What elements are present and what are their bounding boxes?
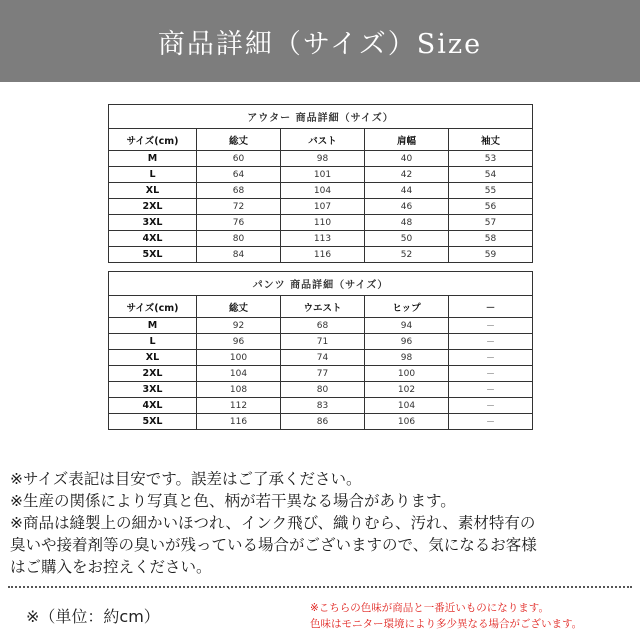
value-cell: 46: [365, 199, 449, 215]
note-line: はご購入をお控えください。: [10, 558, 212, 576]
value-cell: －: [449, 366, 533, 382]
disclaimer-line: ※こちらの色味が商品と一番近いものになります。: [310, 602, 549, 614]
value-cell: 60: [197, 151, 281, 167]
size-label-cell: XL: [109, 350, 197, 366]
value-cell: 100: [197, 350, 281, 366]
value-cell: 40: [365, 151, 449, 167]
value-cell: 74: [281, 350, 365, 366]
table-row: [109, 334, 533, 350]
size-label-cell: L: [109, 334, 197, 350]
table-row: [109, 167, 533, 183]
size-label-cell: 5XL: [109, 247, 197, 263]
header-cell: サイズ(cm): [109, 129, 197, 151]
header-cell: ヒップ: [365, 296, 449, 318]
table-row: [109, 247, 533, 263]
value-cell: 113: [281, 231, 365, 247]
table-row: [109, 215, 533, 231]
value-cell: 71: [281, 334, 365, 350]
size-label-cell: 4XL: [109, 398, 197, 414]
value-cell: 96: [197, 334, 281, 350]
value-cell: 58: [449, 231, 533, 247]
header-cell: 総丈: [197, 296, 281, 318]
value-cell: 50: [365, 231, 449, 247]
header-cell: サイズ(cm): [109, 296, 197, 318]
value-cell: 56: [449, 199, 533, 215]
value-cell: 83: [281, 398, 365, 414]
value-cell: 76: [197, 215, 281, 231]
size-label-cell: 5XL: [109, 414, 197, 430]
page-title: 商品詳細（サイズ）Size: [157, 28, 483, 60]
value-cell: 94: [365, 318, 449, 334]
header-cell: ウエスト: [281, 296, 365, 318]
value-cell: －: [449, 398, 533, 414]
unit-note: ※（単位：約cm）: [26, 607, 160, 626]
table-row: [109, 350, 533, 366]
table-row: [109, 318, 533, 334]
table-row: [109, 183, 533, 199]
size-label-cell: M: [109, 318, 197, 334]
table-row: [109, 199, 533, 215]
size-tables: [108, 104, 532, 430]
header-cell: 袖丈: [449, 129, 533, 151]
color-disclaimer: [310, 600, 635, 632]
value-cell: 57: [449, 215, 533, 231]
header-cell: 肩幅: [365, 129, 449, 151]
pants-size-table: [108, 271, 533, 430]
value-cell: 108: [197, 382, 281, 398]
pants-header-row: [109, 296, 533, 318]
value-cell: 48: [365, 215, 449, 231]
value-cell: 104: [365, 398, 449, 414]
value-cell: 42: [365, 167, 449, 183]
size-label-cell: 2XL: [109, 366, 197, 382]
table-row: [109, 366, 533, 382]
outer-header-row: [109, 129, 533, 151]
value-cell: 106: [365, 414, 449, 430]
dotted-divider: [8, 586, 632, 588]
disclaimer-line: 色味はモニター環境により多少異なる場合がございます。: [310, 618, 583, 630]
value-cell: 116: [197, 414, 281, 430]
value-cell: －: [449, 318, 533, 334]
header-cell: バスト: [281, 129, 365, 151]
note-line: ※生産の関係により写真と色、柄が若干異なる場合があります。: [10, 492, 456, 510]
size-label-cell: 4XL: [109, 231, 197, 247]
table-row: [109, 414, 533, 430]
size-label-cell: 3XL: [109, 382, 197, 398]
value-cell: 101: [281, 167, 365, 183]
value-cell: 96: [365, 334, 449, 350]
value-cell: 98: [281, 151, 365, 167]
notes: [10, 468, 634, 578]
value-cell: 80: [197, 231, 281, 247]
size-label-cell: 3XL: [109, 215, 197, 231]
note-line: 臭いや接着剤等の臭いが残っている場合がございますので、気になるお客様: [10, 536, 537, 554]
value-cell: 72: [197, 199, 281, 215]
value-cell: 53: [449, 151, 533, 167]
value-cell: 107: [281, 199, 365, 215]
size-label-cell: XL: [109, 183, 197, 199]
size-label-cell: 2XL: [109, 199, 197, 215]
value-cell: 84: [197, 247, 281, 263]
value-cell: 52: [365, 247, 449, 263]
value-cell: 68: [197, 183, 281, 199]
note-line: ※商品は縫製上の細かいほつれ、インク飛び、織りむら、汚れ、素材特有の: [10, 514, 536, 532]
table-row: [109, 398, 533, 414]
outer-table-title: アウター 商品詳細（サイズ）: [109, 105, 533, 129]
value-cell: 54: [449, 167, 533, 183]
value-cell: 102: [365, 382, 449, 398]
value-cell: 112: [197, 398, 281, 414]
value-cell: 110: [281, 215, 365, 231]
value-cell: －: [449, 350, 533, 366]
value-cell: 100: [365, 366, 449, 382]
value-cell: 44: [365, 183, 449, 199]
value-cell: 59: [449, 247, 533, 263]
table-row: [109, 151, 533, 167]
value-cell: 64: [197, 167, 281, 183]
size-label-cell: L: [109, 167, 197, 183]
table-row: [109, 382, 533, 398]
value-cell: 104: [197, 366, 281, 382]
note-line: ※サイズ表記は目安です。誤差はご了承ください。: [10, 470, 362, 488]
value-cell: 116: [281, 247, 365, 263]
header-banner: [0, 0, 640, 82]
value-cell: 92: [197, 318, 281, 334]
value-cell: 104: [281, 183, 365, 199]
value-cell: －: [449, 382, 533, 398]
header-cell: －: [449, 296, 533, 318]
table-row: [109, 231, 533, 247]
outer-size-table: [108, 104, 533, 263]
value-cell: 55: [449, 183, 533, 199]
pants-table-title: パンツ 商品詳細（サイズ）: [109, 272, 533, 296]
value-cell: 98: [365, 350, 449, 366]
size-label-cell: M: [109, 151, 197, 167]
value-cell: 80: [281, 382, 365, 398]
value-cell: 86: [281, 414, 365, 430]
value-cell: －: [449, 414, 533, 430]
value-cell: 77: [281, 366, 365, 382]
header-cell: 総丈: [197, 129, 281, 151]
value-cell: 68: [281, 318, 365, 334]
value-cell: －: [449, 334, 533, 350]
